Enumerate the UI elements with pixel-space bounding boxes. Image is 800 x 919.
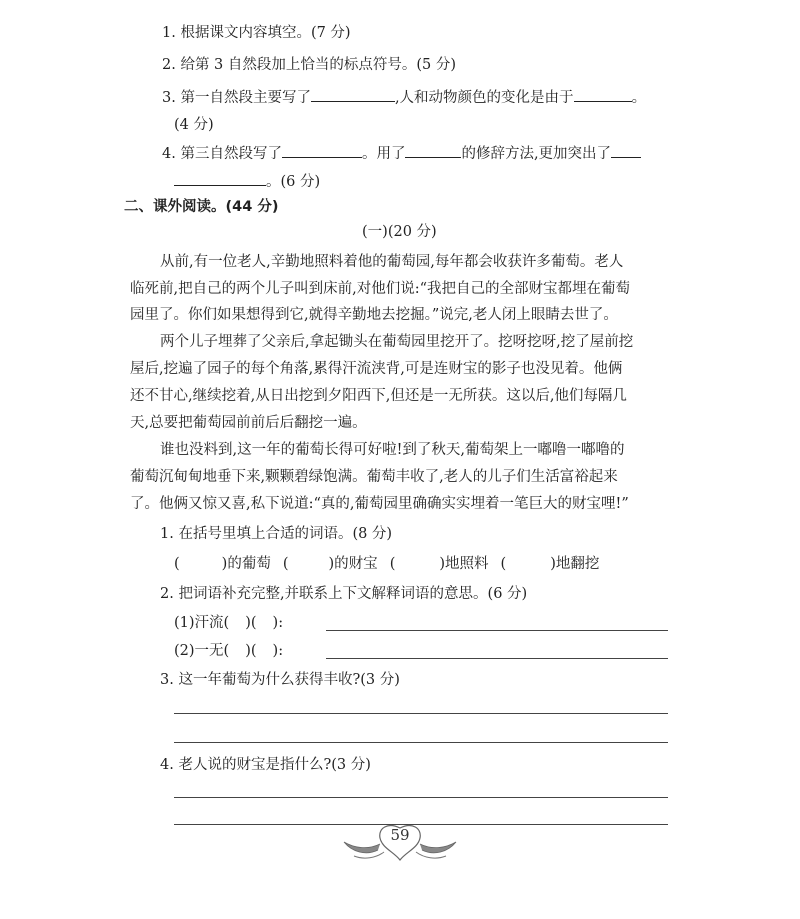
answer-blank[interactable] xyxy=(282,143,362,158)
question-4-text-a: 4. 第三自然段写了 xyxy=(162,146,282,162)
word-item: )的葡萄 xyxy=(221,556,271,572)
question-4-text-b: 。用了 xyxy=(361,146,406,162)
paren-close: ): xyxy=(272,643,284,659)
answer-line[interactable] xyxy=(326,630,668,631)
word-item: )地照料 xyxy=(439,556,489,572)
page-number: 59 xyxy=(390,826,410,844)
passage-line: 还不甘心,继续挖着,从日出挖到夕阳西下,但还是一无所获。这以后,他们每隔几 xyxy=(130,388,627,404)
answer-line[interactable] xyxy=(174,713,668,714)
q2-item-label: (2)一无( xyxy=(174,643,230,659)
answer-line[interactable] xyxy=(326,658,668,659)
passage-line: 葡萄沉甸甸地垂下来,颗颗碧绿饱满。葡萄丰收了,老人的儿子们生活富裕起来 xyxy=(130,469,618,485)
answer-blank[interactable] xyxy=(574,87,632,102)
passage-line: 临死前,把自己的两个儿子叫到床前,对他们说:“我把自己的全部财宝都埋在葡萄 xyxy=(130,281,631,297)
paren-open: ( xyxy=(500,556,507,572)
q2-item-2 xyxy=(174,641,283,661)
q2-item-label: (1)汗流( xyxy=(174,615,230,631)
question-4 xyxy=(162,143,641,164)
answer-blank[interactable] xyxy=(311,87,395,102)
passage-line: 园里了。你们如果想得到它,就得辛勤地去挖掘。”说完,老人闭上眼睛去世了。 xyxy=(130,307,618,323)
question-4-end: 。(6 分) xyxy=(266,174,321,190)
reading-question-4: 4. 老人说的财宝是指什么?(3 分) xyxy=(160,757,371,773)
paren-open: ( xyxy=(282,556,289,572)
passage-line: 两个儿子埋葬了父亲后,拿起锄头在葡萄园里挖开了。挖呀挖呀,挖了屋前挖 xyxy=(160,334,634,350)
answer-blank[interactable] xyxy=(405,143,461,158)
question-4-cont xyxy=(174,171,320,192)
passage-line: 从前,有一位老人,辛勤地照料着他的葡萄园,每年都会收获许多葡萄。老人 xyxy=(160,254,624,270)
answer-line[interactable] xyxy=(174,742,668,743)
question-3 xyxy=(162,87,646,108)
answer-line[interactable] xyxy=(174,797,668,798)
reading-question-2: 2. 把词语补充完整,并联系上下文解释词语的意思。(6 分) xyxy=(160,586,528,602)
paren-sep: )( xyxy=(245,643,257,659)
section-heading: 二、课外阅读。(44 分) xyxy=(124,199,279,215)
question-4-text-c: 的修辞方法,更加突出了 xyxy=(461,146,612,162)
question-1: 1. 根据课文内容填空。(7 分) xyxy=(162,25,351,41)
passage-line: 谁也没料到,这一年的葡萄长得可好啦!到了秋天,葡萄架上一嘟噜一嘟噜的 xyxy=(160,442,625,458)
word-fill-row xyxy=(174,554,599,574)
question-2: 2. 给第 3 自然段加上恰当的标点符号。(5 分) xyxy=(162,57,457,73)
passage-subheading: (一)(20 分) xyxy=(362,224,437,240)
question-3-text-a: 3. 第一自然段主要写了 xyxy=(162,90,311,106)
answer-blank[interactable] xyxy=(174,171,266,186)
question-3-text-c: 。 xyxy=(631,90,647,106)
q2-item-1 xyxy=(174,613,283,633)
question-3-text-b: ,人和动物颜色的变化是由于 xyxy=(394,90,574,106)
paren-open: ( xyxy=(389,556,396,572)
passage-line: 屋后,挖遍了园子的每个角落,累得汗流浃背,可是连财宝的影子也没见着。他俩 xyxy=(130,361,623,377)
passage-line: 天,总要把葡萄园前前后后翻挖一遍。 xyxy=(130,415,367,431)
passage-line: 了。他俩又惊又喜,私下说道:“真的,葡萄园里确确实实埋着一笔巨大的财宝哩!” xyxy=(130,496,629,512)
reading-question-3: 3. 这一年葡萄为什么获得丰收?(3 分) xyxy=(160,672,400,688)
paren-sep: )( xyxy=(245,615,257,631)
paren-close: ): xyxy=(272,615,284,631)
answer-blank[interactable] xyxy=(611,143,641,158)
paren-open: ( xyxy=(174,556,180,572)
word-item: )地翻挖 xyxy=(550,556,600,572)
question-3-score: (4 分) xyxy=(174,117,214,133)
word-item: )的财宝 xyxy=(328,556,378,572)
reading-question-1: 1. 在括号里填上合适的词语。(8 分) xyxy=(160,526,393,542)
